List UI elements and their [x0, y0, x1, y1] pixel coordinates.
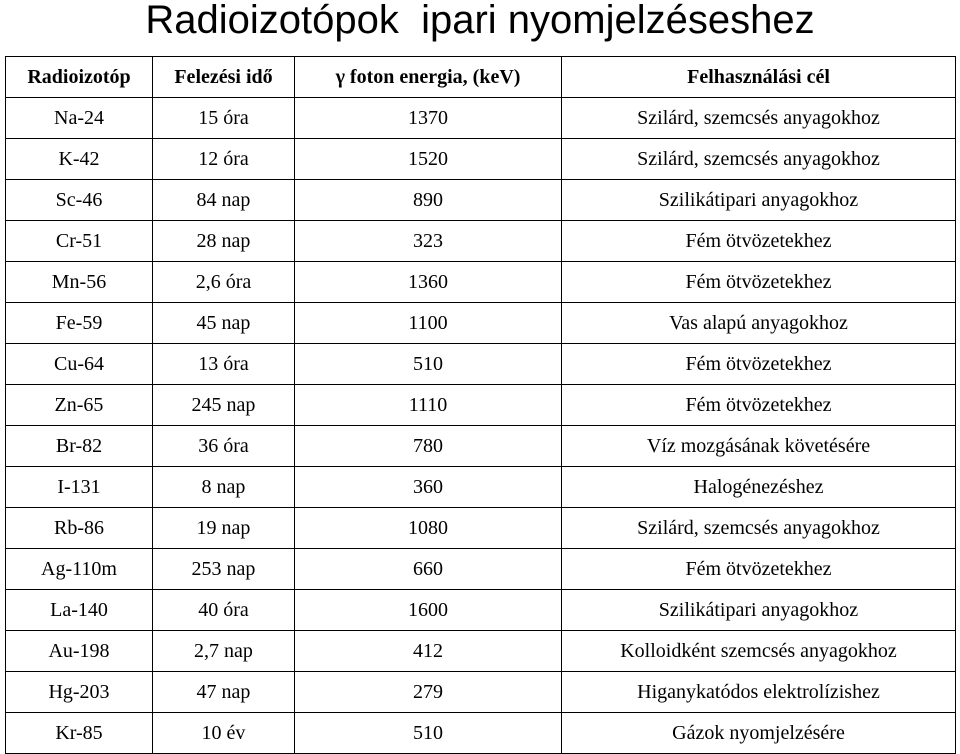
- cell-gamma-energy: 323: [295, 221, 562, 262]
- cell-gamma-energy: 1110: [295, 385, 562, 426]
- cell-gamma-energy: 890: [295, 180, 562, 221]
- cell-purpose: Fém ötvözetekhez: [562, 262, 956, 303]
- cell-half-life: 10 év: [153, 713, 295, 754]
- cell-half-life: 40 óra: [153, 590, 295, 631]
- cell-radioisotope: I-131: [6, 467, 153, 508]
- cell-purpose: Kolloidként szemcsés anyagokhoz: [562, 631, 956, 672]
- cell-radioisotope: La-140: [6, 590, 153, 631]
- cell-gamma-energy: 780: [295, 426, 562, 467]
- header-purpose: Felhasználási cél: [562, 57, 956, 98]
- cell-radioisotope: Na-24: [6, 98, 153, 139]
- cell-gamma-energy: 412: [295, 631, 562, 672]
- cell-half-life: 2,6 óra: [153, 262, 295, 303]
- table-row: [6, 344, 956, 385]
- cell-half-life: 8 nap: [153, 467, 295, 508]
- cell-gamma-energy: 1520: [295, 139, 562, 180]
- table-row: [6, 426, 956, 467]
- table-header: [6, 57, 956, 98]
- cell-half-life: 13 óra: [153, 344, 295, 385]
- cell-gamma-energy: 1600: [295, 590, 562, 631]
- cell-purpose: Szilárd, szemcsés anyagokhoz: [562, 139, 956, 180]
- cell-purpose: Higanykatódos elektrolízishez: [562, 672, 956, 713]
- cell-radioisotope: Mn-56: [6, 262, 153, 303]
- cell-half-life: 2,7 nap: [153, 631, 295, 672]
- cell-half-life: 15 óra: [153, 98, 295, 139]
- cell-half-life: 12 óra: [153, 139, 295, 180]
- table-row: [6, 508, 956, 549]
- cell-purpose: Szilikátipari anyagokhoz: [562, 590, 956, 631]
- table-row: [6, 631, 956, 672]
- cell-purpose: Fém ötvözetekhez: [562, 221, 956, 262]
- cell-radioisotope: Rb-86: [6, 508, 153, 549]
- table-row: [6, 180, 956, 221]
- cell-radioisotope: Cu-64: [6, 344, 153, 385]
- table-row: [6, 221, 956, 262]
- cell-gamma-energy: 1080: [295, 508, 562, 549]
- table-row: [6, 385, 956, 426]
- cell-gamma-energy: 1360: [295, 262, 562, 303]
- cell-purpose: Víz mozgásának követésére: [562, 426, 956, 467]
- header-row: [6, 57, 956, 98]
- cell-purpose: Szilikátipari anyagokhoz: [562, 180, 956, 221]
- cell-half-life: 36 óra: [153, 426, 295, 467]
- page-title: Radioizotópok ipari nyomjelzéseshez: [145, 0, 815, 42]
- table-row: [6, 672, 956, 713]
- cell-radioisotope: Hg-203: [6, 672, 153, 713]
- cell-radioisotope: Br-82: [6, 426, 153, 467]
- cell-gamma-energy: 360: [295, 467, 562, 508]
- cell-gamma-energy: 510: [295, 344, 562, 385]
- cell-purpose: Szilárd, szemcsés anyagokhoz: [562, 98, 956, 139]
- cell-purpose: Vas alapú anyagokhoz: [562, 303, 956, 344]
- cell-gamma-energy: 1370: [295, 98, 562, 139]
- cell-purpose: Fém ötvözetekhez: [562, 385, 956, 426]
- cell-radioisotope: Zn-65: [6, 385, 153, 426]
- cell-half-life: 253 nap: [153, 549, 295, 590]
- table-row: [6, 139, 956, 180]
- cell-half-life: 19 nap: [153, 508, 295, 549]
- radioisotope-table: [5, 56, 956, 754]
- cell-radioisotope: Kr-85: [6, 713, 153, 754]
- cell-gamma-energy: 510: [295, 713, 562, 754]
- cell-gamma-energy: 660: [295, 549, 562, 590]
- cell-radioisotope: K-42: [6, 139, 153, 180]
- cell-half-life: 45 nap: [153, 303, 295, 344]
- header-half-life: Felezési idő: [153, 57, 295, 98]
- table-row: [6, 713, 956, 754]
- cell-half-life: 28 nap: [153, 221, 295, 262]
- cell-purpose: Fém ötvözetekhez: [562, 344, 956, 385]
- cell-half-life: 245 nap: [153, 385, 295, 426]
- cell-gamma-energy: 1100: [295, 303, 562, 344]
- header-radioisotope: Radioizotóp: [6, 57, 153, 98]
- cell-radioisotope: Cr-51: [6, 221, 153, 262]
- table-body: [6, 98, 956, 754]
- cell-radioisotope: Fe-59: [6, 303, 153, 344]
- cell-half-life: 47 nap: [153, 672, 295, 713]
- table-row: [6, 467, 956, 508]
- header-gamma-energy: γ foton energia, (keV): [295, 57, 562, 98]
- cell-purpose: Fém ötvözetekhez: [562, 549, 956, 590]
- table-row: [6, 590, 956, 631]
- cell-radioisotope: Ag-110m: [6, 549, 153, 590]
- table-row: [6, 303, 956, 344]
- cell-half-life: 84 nap: [153, 180, 295, 221]
- cell-purpose: Halogénezéshez: [562, 467, 956, 508]
- table-row: [6, 262, 956, 303]
- cell-radioisotope: Au-198: [6, 631, 153, 672]
- cell-radioisotope: Sc-46: [6, 180, 153, 221]
- cell-gamma-energy: 279: [295, 672, 562, 713]
- table-row: [6, 549, 956, 590]
- cell-purpose: Szilárd, szemcsés anyagokhoz: [562, 508, 956, 549]
- table-row: [6, 98, 956, 139]
- cell-purpose: Gázok nyomjelzésére: [562, 713, 956, 754]
